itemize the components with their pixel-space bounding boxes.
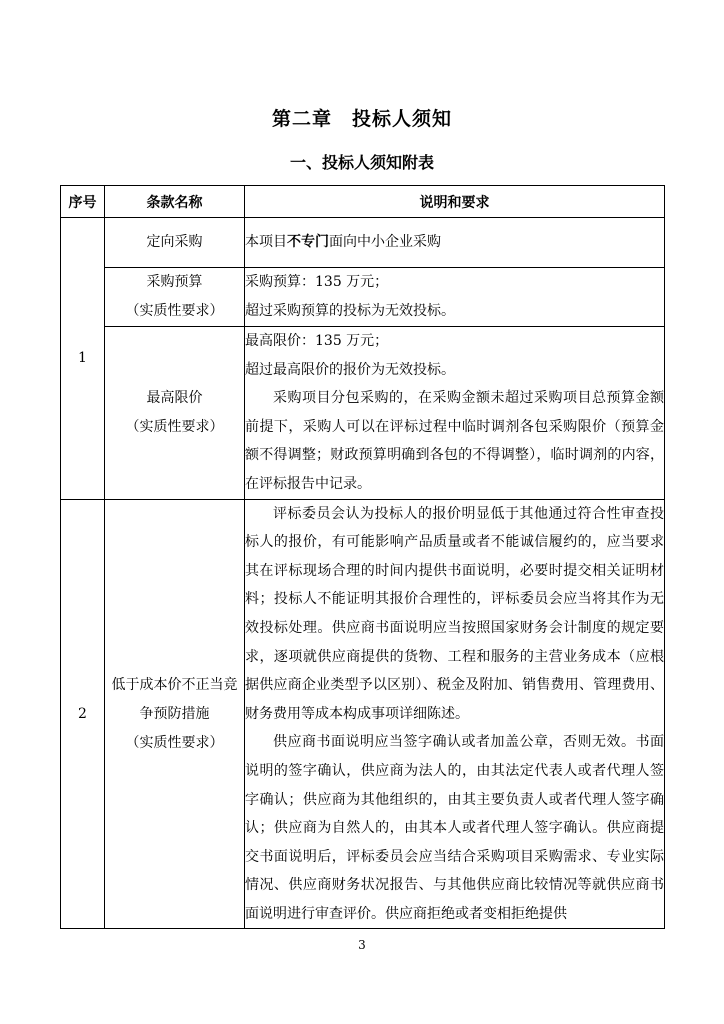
clause-desc	[245, 268, 665, 327]
clause-name-note: （实质性要求）	[125, 734, 224, 751]
clause-name-line: 低于成本价不正当竞	[111, 676, 238, 693]
row-number: 2	[61, 499, 105, 929]
clause-name-note: （实质性要求）	[125, 418, 224, 435]
clause-name	[105, 499, 245, 929]
clause-name	[105, 327, 245, 500]
clause-name-line: 争预防措施	[139, 705, 210, 722]
table-header-row	[61, 186, 665, 218]
desc-line: 最高限价：135 万元；	[245, 333, 389, 349]
desc-paragraph: 供应商书面说明应当签字确认或者加盖公章，否则无效。书面说明的签字确认，供应商为法人的，由其法定代表人或者代理人签字确认；供应商为其他组织的，由其主要负责人或者代理人签字确认；供应商为自然人的，由其本人或者代理人签字确认。供应商提交书面说明后，评标委员会应当结合采购项目采购需求、专业实际情况、供应商财务状况报告、与其他供应商比较情况等就供应商书面说明进行审查评价。供应商拒绝或者变相拒绝提供	[245, 734, 664, 922]
clause-desc	[245, 499, 665, 929]
clause-name-note: （实质性要求）	[125, 303, 224, 319]
desc-line: 超过采购预算的投标为无效投标。	[245, 303, 455, 319]
header-desc: 说明和要求	[245, 186, 665, 218]
desc-bold-text: 不专门	[287, 234, 329, 251]
desc-text: 本项目	[245, 234, 287, 251]
section-title: 一、投标人须知附表	[289, 153, 434, 172]
table-row	[61, 218, 665, 268]
chapter-title: 第二章 投标人须知	[271, 108, 452, 130]
page-number: 3	[358, 938, 366, 952]
bidder-notice-table	[60, 185, 665, 929]
desc-line: 采购预算：135 万元；	[245, 274, 389, 291]
clause-name-line: 最高限价	[146, 389, 203, 406]
table-row	[61, 268, 665, 327]
clause-desc	[245, 327, 665, 500]
clause-desc	[245, 218, 665, 268]
header-no: 序号	[61, 186, 105, 218]
table-row	[61, 327, 665, 500]
clause-name	[105, 268, 245, 327]
desc-line: 超过最高限价的报价为无效投标。	[245, 361, 455, 378]
clause-name: 定向采购	[105, 218, 245, 268]
desc-paragraph: 采购项目分包采购的，在采购金额未超过采购项目总预算金额前提下，采购人可以在评标过程中临时调剂各包采购限价（预算金额不得调整；财政预算明确到各包的不得调整），临时调剂的内容，在评标报告中记录。	[245, 390, 664, 492]
table-row	[61, 499, 665, 929]
clause-name-line: 采购预算	[146, 274, 203, 290]
desc-paragraph: 评标委员会认为投标人的报价明显低于其他通过符合性审查投标人的报价，有可能影响产品质量或者不能诚信履约的，应当要求其在评标现场合理的时间内提供书面说明，必要时提交相关证明材料；投标人不能证明其报价合理性的，评标委员会应当将其作为无效投标处理。供应商书面说明应当按照国家财务会计制度的规定要求，逐项就供应商提供的货物、工程和服务的主营业务成本（应根据供应商企业类型予以区别）、税金及附加、销售费用、管理费用、财务费用等成本构成事项详细陈述。	[245, 505, 664, 722]
desc-text: 面向中小企业采购	[329, 234, 441, 251]
row-number: 1	[61, 218, 105, 500]
header-name: 条款名称	[105, 186, 245, 218]
